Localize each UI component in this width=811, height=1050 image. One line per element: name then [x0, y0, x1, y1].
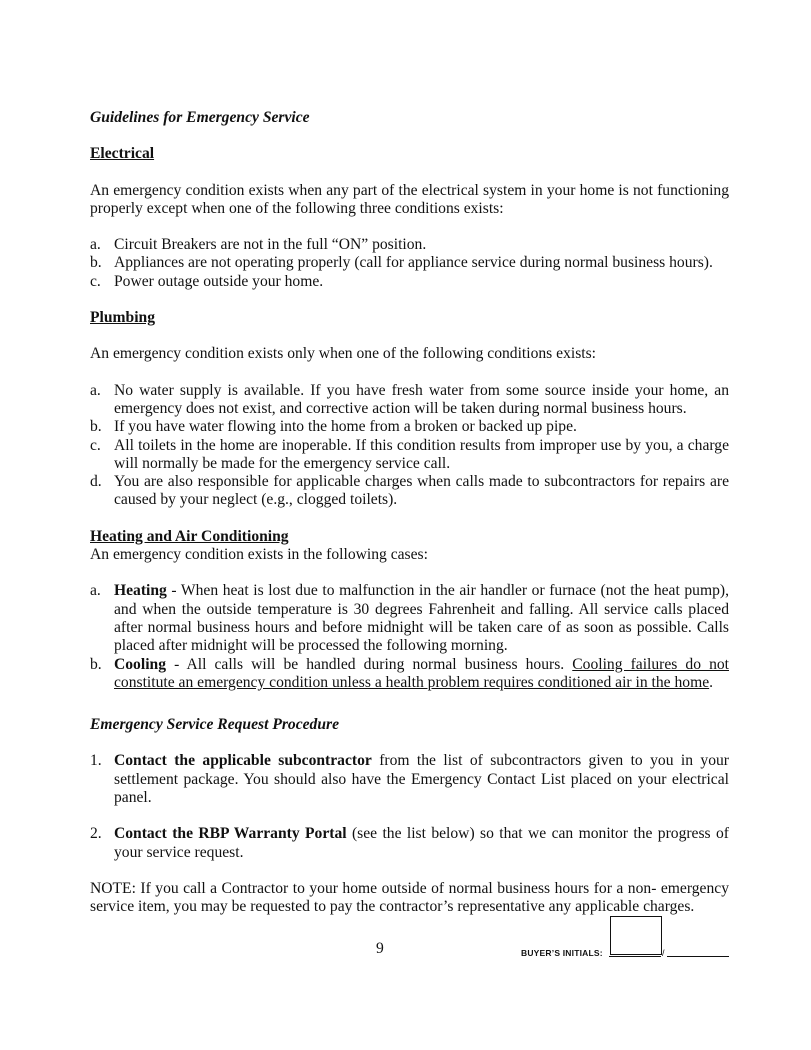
- plumbing-heading: Plumbing: [90, 309, 155, 327]
- electrical-heading: Electrical: [90, 145, 155, 163]
- list-item: c. Power outage outside your home.: [90, 272, 324, 290]
- list-item: d. You are also responsible for applicable charges when calls made to subcontractors for repairs are caused by your neglect (e.g., clogged toilets).: [90, 473, 729, 509]
- hvac-intro: An emergency condition exists in the following cases:: [90, 546, 428, 564]
- list-item: b. If you have water flowing into the home from a broken or backed up pipe.: [90, 418, 577, 436]
- hvac-heading: Heating and Air Conditioning: [90, 527, 289, 545]
- note-paragraph: NOTE: If you call a Contractor to your home outside of normal business hours for a non- emergency service item, you may be requested to pay the contractor’s representative any applicable charges.: [90, 879, 729, 916]
- procedure-step-2: 2. Contact the RBP Warranty Portal (see the list below) so that we can monitor the progress of your service request.: [90, 825, 729, 861]
- procedure-heading: Emergency Service Request Procedure: [90, 716, 340, 734]
- buyers-initials-label: BUYER’S INITIALS:: [521, 948, 603, 958]
- list-item-cooling: b. Cooling - All calls will be handled during normal business hours. Cooling failures do not constitute an emergency condition unless a health problem requires conditioned air in the home.: [90, 655, 729, 691]
- hvac-list: [90, 582, 729, 692]
- list-item-heating: a. Heating - When heat is lost due to malfunction in the air handler or furnace (not the heat pump), and when the outside temperature is 30 degrees Fahrenheit and falling. All service calls placed after normal business hours and before midnight will be taken care of as soon as possible. Calls placed after midnight will be processed the following morning.: [90, 582, 729, 655]
- initials-slash: /: [662, 948, 665, 958]
- initials-line-2: [667, 956, 729, 957]
- plumbing-list: [90, 382, 729, 510]
- document-page: [90, 109, 729, 917]
- page-footer: [0, 940, 811, 970]
- list-item: a. Circuit Breakers are not in the full “ON” position.: [90, 236, 427, 254]
- page-title: Guidelines for Emergency Service: [90, 109, 310, 126]
- procedure-list: [90, 752, 729, 861]
- plumbing-intro: An emergency condition exists only when one of the following conditions exists:: [90, 345, 596, 363]
- list-item: b. Appliances are not operating properly (call for appliance service during normal business hours).: [90, 254, 713, 272]
- initials-line-1: [609, 956, 661, 957]
- list-item: c. All toilets in the home are inoperable. If this condition results from improper use by you, a charge will normally be made for the emergency service call.: [90, 436, 729, 472]
- page-number: 9: [376, 940, 384, 957]
- electrical-intro: An emergency condition exists when any part of the electrical system in your home is not functioning properly except when one of the following three conditions exists:: [90, 181, 729, 217]
- list-item: a. No water supply is available. If you have fresh water from some source inside your home, an emergency does not exist, and corrective action will be taken during normal business hours.: [90, 381, 729, 417]
- procedure-step-1: 1. Contact the applicable subcontractor from the list of subcontractors given to you in your settlement package. You should also have the Emergency Contact List placed on your electrical panel.: [90, 752, 729, 807]
- electrical-list: [90, 236, 729, 291]
